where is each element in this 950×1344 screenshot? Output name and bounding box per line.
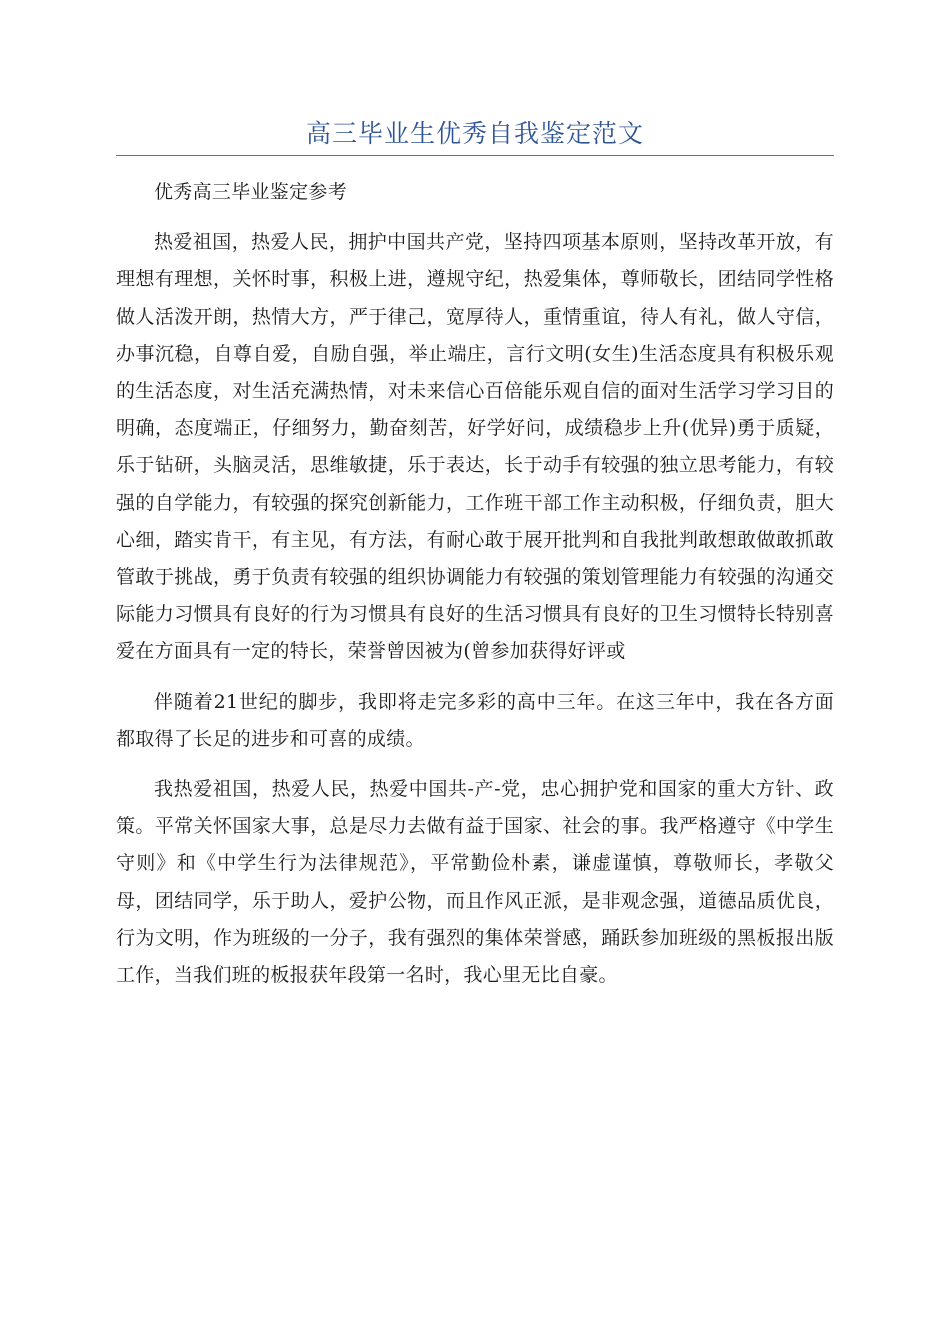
title-underline (116, 155, 834, 156)
document-body (116, 174, 834, 1007)
section-heading: 优秀高三毕业鉴定参考 (154, 181, 348, 203)
paragraph: 热爱祖国，热爱人民，拥护中国共产党，坚持四项基本原则，坚持改革开放，有理想有理想，关怀时事，积极上进，遵规守纪，热爱集体，尊师敬长，团结同学性格做人活泼开朗，热情大方，严于律己，宽厚待人，重情重谊，待人有礼，做人守信，办事沉稳，自尊自爱，自励自强，举止端庄，言行文明(女生)生活态度具有积极乐观的生活态度，对生活充满热情，对未来信心百倍能乐观自信的面对生活学习学习目的明确，态度端正，仔细努力，勤奋刻苦，好学好问，成绩稳步上升(优异)勇于质疑，乐于钻研，头脑灵活，思维敏捷，乐于表达，长于动手有较强的独立思考能力，有较强的自学能力，有较强的探究创新能力，工作班干部工作主动积极，仔细负责，胆大心细，踏实肯干，有主见，有方法，有耐心敢于展开批判和自我批判敢想敢做敢抓敢管敢于挑战，勇于负责有较强的组织协调能力有较强的策划管理能力有较强的沟通交际能力习惯具有良好的行为习惯具有良好的生活习惯具有良好的卫生习惯特长特别喜爱在方面具有一定的特长，荣誉曾因被为(曾参加获得好评或 (116, 231, 834, 663)
document-title: 高三毕业生优秀自我鉴定范文 (305, 119, 644, 148)
paragraph: 我热爱祖国，热爱人民，热爱中国共-产-党，忠心拥护党和国家的重大方针、政策。平常关怀国家大事，总是尽力去做有益于国家、社会的事。我严格遵守《中学生守则》和《中学生行为法律规范》，平常勤俭朴素，谦虚谨慎，尊敬师长，孝敬父母，团结同学，乐于助人，爱护公物，而且作风正派，是非观念强，道德品质优良，行为文明，作为班级的一分子，我有强烈的集体荣誉感，踊跃参加班级的黑板报出版工作，当我们班的板报获年段第一名时，我心里无比自豪。 (116, 778, 834, 987)
paragraph: 伴随着21世纪的脚步，我即将走完多彩的高中三年。在这三年中，我在各方面都取得了长足的进步和可喜的成绩。 (116, 690, 834, 750)
